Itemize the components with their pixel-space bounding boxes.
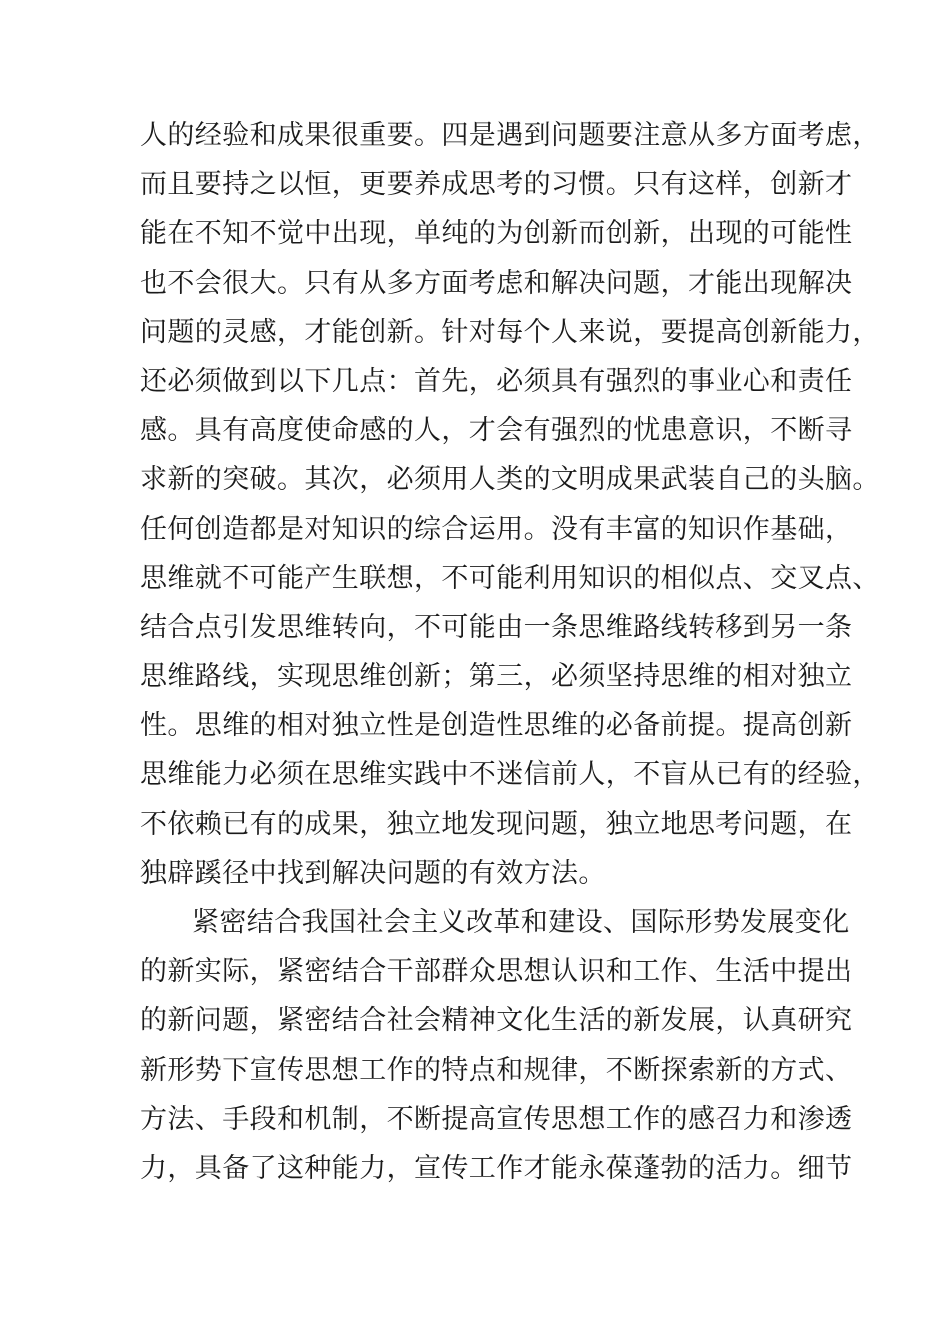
paragraph-2 xyxy=(140,898,853,1193)
text-line: 性。思维的相对独立性是创造性思维的必备前提。提高创新 xyxy=(140,710,853,742)
text-line: 思维能力必须在思维实践中不迷信前人，不盲从已有的经验， xyxy=(140,759,880,791)
text-line: 还必须做到以下几点：首先，必须具有强烈的事业心和责任 xyxy=(140,365,853,397)
text-line: 问题的灵感，才能创新。针对每个人来说，要提高创新能力， xyxy=(140,316,880,348)
text-line: 任何创造都是对知识的综合运用。没有丰富的知识作基础， xyxy=(140,513,853,545)
text-line: 方法、手段和机制，不断提高宣传思想工作的感召力和渗透 xyxy=(140,1103,853,1135)
text-line: 紧密结合我国社会主义改革和建设、国际形势发展变化 xyxy=(192,907,850,938)
body-text xyxy=(140,111,880,1193)
text-line: 也不会很大。只有从多方面考虑和解决问题，才能出现解决 xyxy=(140,267,853,299)
text-line: 不依赖已有的成果，独立地发现问题，独立地思考问题，在 xyxy=(140,808,853,840)
text-line: 思维路线，实现思维创新；第三，必须坚持思维的相对独立 xyxy=(140,661,853,693)
text-line: 结合点引发思维转向，不可能由一条思维路线转移到另一条 xyxy=(140,611,853,643)
text-line: 的新实际，紧密结合干部群众思想认识和工作、生活中提出 xyxy=(140,956,853,988)
text-line: 独辟蹊径中找到解决问题的有效方法。 xyxy=(140,857,606,889)
text-line: 力，具备了这种能力，宣传工作才能永葆蓬勃的活力。细节 xyxy=(140,1152,853,1184)
paragraph-1 xyxy=(140,111,880,898)
text-line: 感。具有高度使命感的人，才会有强烈的忧患意识，不断寻 xyxy=(140,415,853,447)
text-line: 新形势下宣传思想工作的特点和规律，不断探索新的方式、 xyxy=(140,1054,853,1086)
text-line: 思维就不可能产生联想，不可能利用知识的相似点、交叉点、 xyxy=(140,562,880,594)
text-line: 而且要持之以恒，更要养成思考的习惯。只有这样，创新才 xyxy=(140,169,853,201)
text-line: 人的经验和成果很重要。四是遇到问题要注意从多方面考虑， xyxy=(140,120,880,151)
text-line: 求新的突破。其次，必须用人类的文明成果武装自己的头脑。 xyxy=(140,464,880,496)
text-line: 能在不知不觉中出现，单纯的为创新而创新，出现的可能性 xyxy=(140,218,853,250)
text-line: 的新问题，紧密结合社会精神文化生活的新发展，认真研究 xyxy=(140,1005,853,1037)
